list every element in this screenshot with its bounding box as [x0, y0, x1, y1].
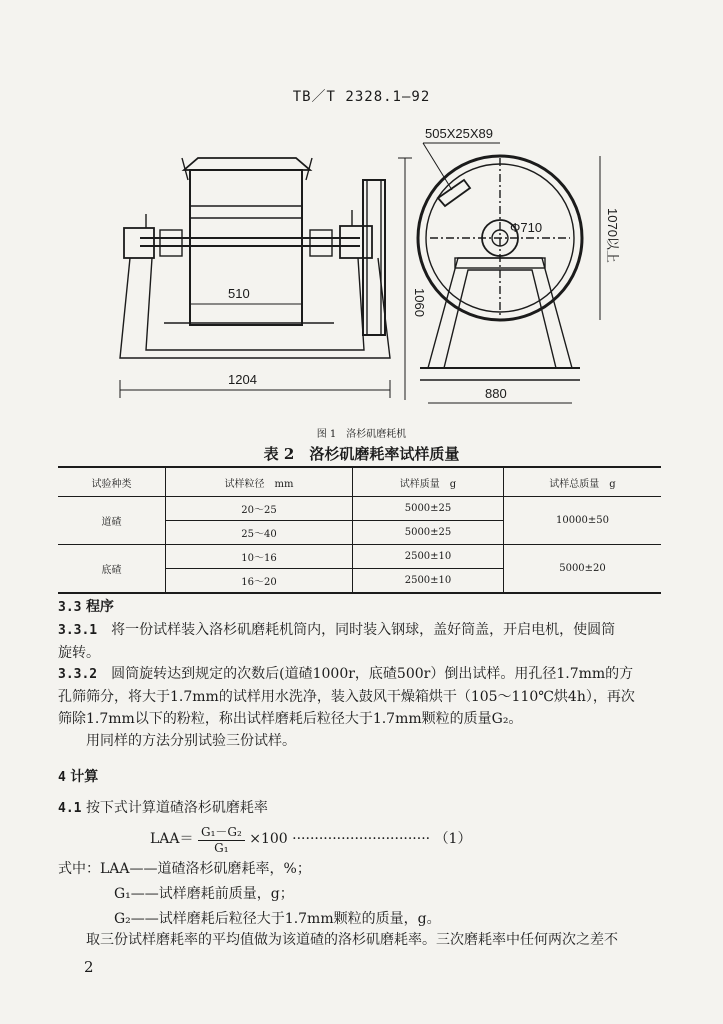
cell-mass: 5000±25	[353, 497, 504, 521]
section-4-1	[58, 797, 666, 820]
header-total-mass: 试样总质量 g	[504, 467, 662, 497]
section-number: 4	[58, 770, 66, 785]
formula-numerator: G₁－G₂	[198, 823, 245, 841]
section-title: 计算	[70, 769, 99, 785]
formula-1	[150, 823, 650, 859]
table-row	[58, 497, 661, 521]
formula-denominator: G₁	[214, 841, 229, 855]
section-number: 3.3.2	[58, 667, 98, 682]
cell-total: 5000±20	[504, 545, 662, 594]
side-view-drawing	[120, 158, 412, 400]
section-number: 3.3	[58, 600, 82, 615]
dim-width: 880	[485, 386, 507, 401]
document-header: TB／T 2328.1—92	[292, 89, 431, 105]
table-header-row	[58, 467, 661, 497]
cell-size: 20～25	[166, 497, 353, 521]
table-title: 表 2 洛杉矶磨耗率试样质量	[263, 445, 460, 463]
paragraph-4-1-tail	[58, 929, 666, 951]
legend-line: G₁——试样磨耗前质量，g；	[114, 886, 294, 902]
table-row	[58, 545, 661, 569]
sample-mass-table	[58, 466, 661, 594]
legend-line: G₂——试样磨耗后粒径大于1.7mm颗粒的质量，g。	[114, 911, 441, 927]
section-number: 3.3.1	[58, 623, 98, 638]
paragraph-text: 圆筒旋转达到规定的次数后(道碴1000r，底碴500r）倒出试样。用孔径1.7mm的方	[111, 666, 634, 682]
los-angeles-abrasion-machine-figure	[60, 118, 660, 418]
end-view-drawing	[418, 143, 600, 403]
cell-mass: 2500±10	[353, 545, 504, 569]
formula-leader-dots: ·······························	[292, 831, 431, 847]
dim-drum-diameter: Φ710	[510, 220, 543, 235]
formula-fraction	[198, 823, 245, 855]
section-3-3	[58, 596, 666, 619]
paragraph-line	[58, 663, 666, 686]
header-particle-size: 试样粒径 mm	[166, 467, 353, 497]
cell-total: 10000±50	[504, 497, 662, 545]
cell-size: 25～40	[166, 521, 353, 545]
figure-caption: 图 1 洛杉矶磨耗机	[316, 429, 407, 440]
section-title: 程序	[85, 599, 114, 615]
dim-total-length: 1204	[228, 372, 257, 387]
paragraph-line: 用同样的方法分别试验三份试样。	[86, 733, 296, 749]
header-sample-mass: 试样质量 g	[353, 467, 504, 497]
formula-lhs: LAA＝	[150, 831, 194, 847]
page-number: 2	[84, 958, 94, 976]
section-number: 4.1	[58, 801, 82, 816]
paragraph-text: 将一份试样装入洛杉矶磨耗机筒内，同时装入钢球，盖好筒盖，开启电机，使圆筒	[111, 622, 616, 638]
paragraph-line: 取三份试样磨耗率的平均值做为该道碴的洛杉矶磨耗率。三次磨耗率中任何两次之差不	[86, 932, 618, 948]
header-test-kind: 试验种类	[58, 467, 166, 497]
paragraph-line: 孔筛筛分，将大于1.7mm的试样用水洗净，装入鼓风干燥箱烘干（105～110℃烘4h），再次	[58, 689, 635, 705]
dim-total-diameter: 1070以上	[605, 208, 620, 263]
paragraph-line: 旋转。	[58, 645, 100, 661]
dim-drum-length: 510	[228, 286, 250, 301]
dim-plate: 505X25X89	[425, 126, 493, 141]
paragraph-3-3-1	[58, 619, 666, 664]
section-4	[58, 766, 666, 789]
section-title: 按下式计算道碴洛杉矶磨耗率	[85, 800, 268, 816]
cell-size: 10～16	[166, 545, 353, 569]
dim-height: 1060	[412, 288, 427, 317]
formula-legend	[58, 858, 666, 930]
cell-mass: 5000±25	[353, 521, 504, 545]
cell-kind: 底碴	[58, 545, 166, 594]
paragraph-line	[58, 619, 666, 642]
legend-line: 式中：LAA——道碴洛杉矶磨耗率，%；	[58, 861, 311, 877]
paragraph-line: 筛除1.7mm以下的粉粒，称出试样磨耗后粒径大于1.7mm颗粒的质量G₂。	[58, 711, 523, 727]
formula-equation-number: （1）	[434, 831, 472, 847]
formula-rhs: ×100	[249, 831, 288, 847]
cell-size: 16～20	[166, 569, 353, 594]
paragraph-3-3-2	[58, 663, 666, 752]
cell-mass: 2500±10	[353, 569, 504, 594]
cell-kind: 道碴	[58, 497, 166, 545]
